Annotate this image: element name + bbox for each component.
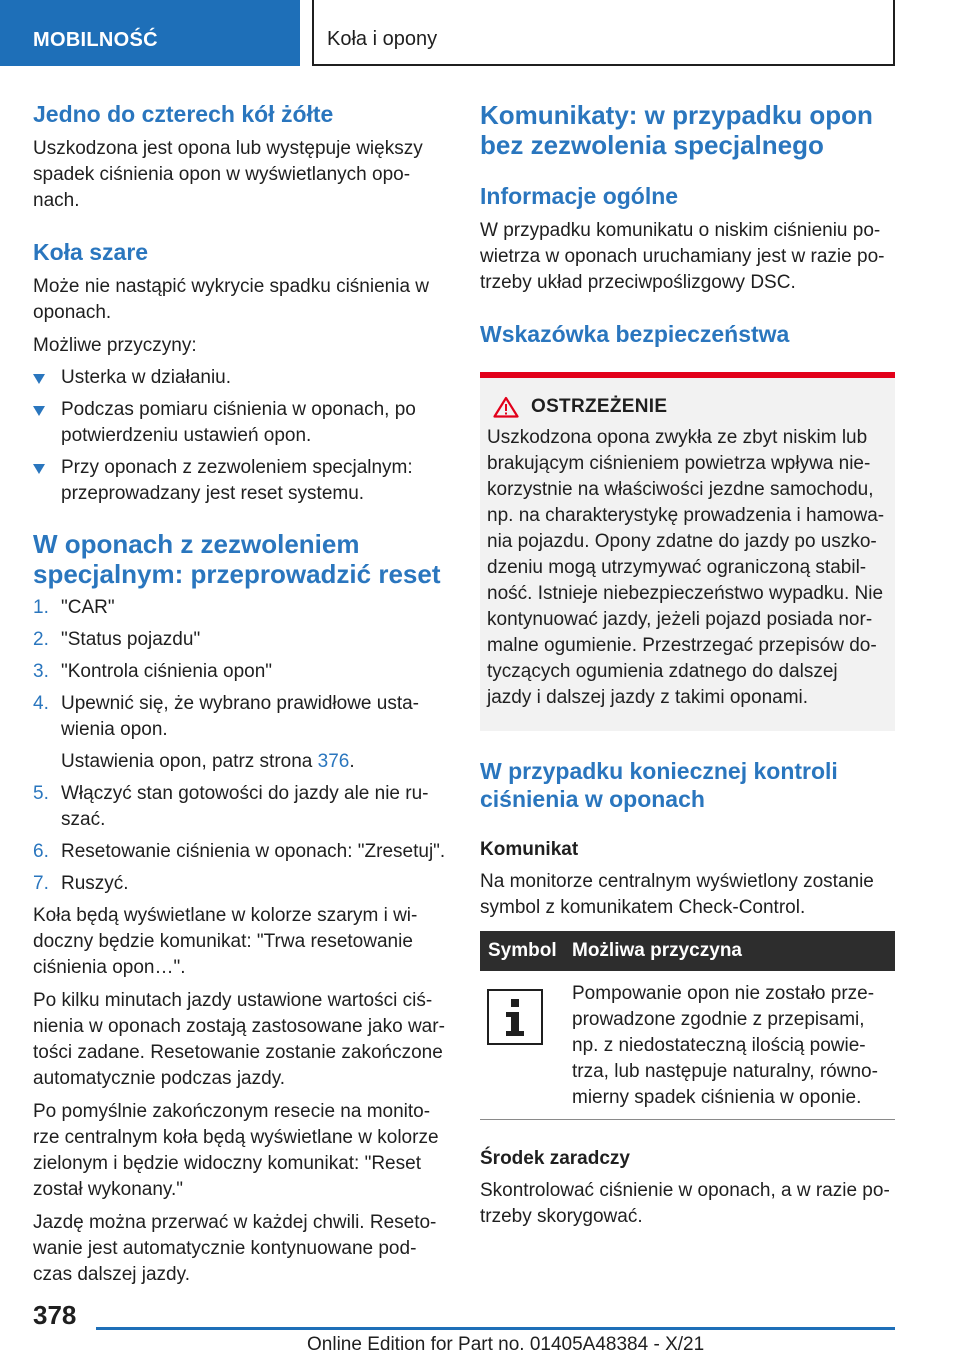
column-header-cause: Możliwa przyczyna [572,940,742,961]
grey-wheels-heading: Koła szare [33,239,149,265]
list-item: 5. Włączyć stan gotowości do jazdy ale nie ru-szać. [33,783,429,830]
remedy-text: Skontrolować ciśnienie w oponach, a w razie po-trzeby skorygować. [480,1180,890,1227]
pressure-check-heading: W przypadku koniecznej kontroli ciśnienia w oponach [480,758,838,812]
remedy-label: Środek zaradczy [480,1148,630,1169]
reset-steps [33,595,448,743]
list-item: 3. "Kontrola ciśnienia opon" [33,661,273,682]
list-item: Przy oponach z zezwoleniem specjalnym: przeprowadzany jest reset systemu. [33,455,448,507]
list-item: 1. "CAR" [33,597,115,618]
list-item: 7. Ruszyć. [33,873,129,894]
general-info-text: W przypadku komunikatu o niskim ciśnieniu po-wietrza w oponach uruchamiany jest w razie po-trzeby układ przeciwpoślizgowy DSC. [480,220,885,293]
page-link[interactable]: 376 [317,751,350,772]
list-item: 4. Upewnić się, że wybrano prawidłowe usta-wienia opon. [33,693,419,740]
section-tab [0,0,300,66]
yellow-wheels-text: Uszkodzona jest opona lub występuje większy spadek ciśnienia opon w wyświetlanych opo-nach. [33,138,423,211]
cause-cell: Pompowanie opon nie zostało prze-prowadzone zgodnie z przepisami, np. z niedostateczną ilością powie-trza, lub następuje naturalny, równo-mierny spadek ciśnienia w oponie. [572,983,878,1108]
left-column [33,100,448,1288]
reset-steps-continued [33,781,448,897]
triangle-bullet-icon [33,406,45,416]
edition-text: Online Edition for Part no. 01405A48384 - X/21 [307,1334,705,1355]
yellow-wheels-heading: Jedno do czterech kół żółte [33,101,334,127]
paragraph: Jazdę można przerwać w każdej chwili. Reseto-wanie jest automatycznie kontynuowane pod-czas dalszej jazdy. [33,1212,437,1285]
list-item: 6. Resetowanie ciśnienia w oponach: "Zresetuj". [33,841,446,862]
causes-intro: Możliwe przyczyny: [33,335,197,356]
paragraph: Po pomyślnie zakończonym resecie na monito-rze centralnym koła będą wyświetlane w kolorze zielonym i będzie widoczny komunikat: "Reset został wykonany." [33,1101,439,1200]
warning-triangle-icon [493,396,519,418]
info-icon [487,989,543,1045]
messages-heading: Komunikaty: w przypadku opon bez zezwolenia specjalnego [480,100,873,160]
table-header [480,931,895,971]
list-item: Podczas pomiaru ciśnienia w oponach, po potwierdzeniu ustawień opon. [33,397,448,449]
table-row [480,971,895,1120]
warning-label: OSTRZEŻENIE [531,396,668,417]
reset-heading: W oponach z zezwoleniem specjalnym: przeprowadzić reset [33,529,441,589]
paragraph: Koła będą wyświetlane w kolorze szarym i wi-doczny będzie komunikat: "Trwa resetowanie ciśnienia opon…". [33,905,418,978]
safety-heading: Wskazówka bezpieczeństwa [480,321,790,347]
list-item: 2. "Status pojazdu" [33,629,201,650]
causes-list [33,365,448,507]
message-table [480,931,895,1120]
triangle-bullet-icon [33,464,45,474]
list-item: Usterka w działaniu. [33,365,448,391]
symbol-cell [480,981,572,1111]
footer-divider [96,1327,895,1330]
section-title: MOBILNOŚĆ [33,29,158,51]
message-label: Komunikat [480,839,579,860]
message-text: Na monitorze centralnym wyświetlony zostanie symbol z komunikatem Check-Control. [480,871,874,918]
paragraph: Po kilku minutach jazdy ustawione wartości ciś-nienia w oponach zostają zastosowane jako war-tości zadane. Resetowanie zostanie zakończone automatycznie podczas jazdy. [33,990,445,1089]
warning-text: Uszkodzona opona zwykła ze zbyt niskim lub brakującym ciśnieniem powietrza wpływa nie-korzystnie na właściwości jezdne samochodu, np. na charakterystykę prowadzenia i hamowa-nia pojazdu. Opony zdatne do jazdy po uszko-dzeniu mogą utrzymywać ograniczoną stabil-ność. Istnieje niebezpieczeństwo wypadku. Nie kontynuować jazdy, jeżeli pojazd posiada nor-malne ogumienie. Przestrzegać przepisów do-tyczących ogumienia zdatnego do dalszej jazdy i dalszej jazdy z takimi oponami. [487,427,885,708]
page-number: 378 [33,1300,77,1330]
chapter-tab [312,0,895,66]
triangle-bullet-icon [33,374,45,384]
warning-title [493,396,887,418]
chapter-title: Koła i opony [327,28,438,50]
tire-settings-reference: Ustawienia opon, patrz strona 376. [61,751,355,772]
general-info-heading: Informacje ogólne [480,183,679,209]
grey-wheels-text: Może nie nastąpić wykrycie spadku ciśnienia w oponach. [33,276,430,323]
warning-box [480,372,895,731]
right-column [480,100,895,1230]
column-header-symbol: Symbol [488,940,557,961]
